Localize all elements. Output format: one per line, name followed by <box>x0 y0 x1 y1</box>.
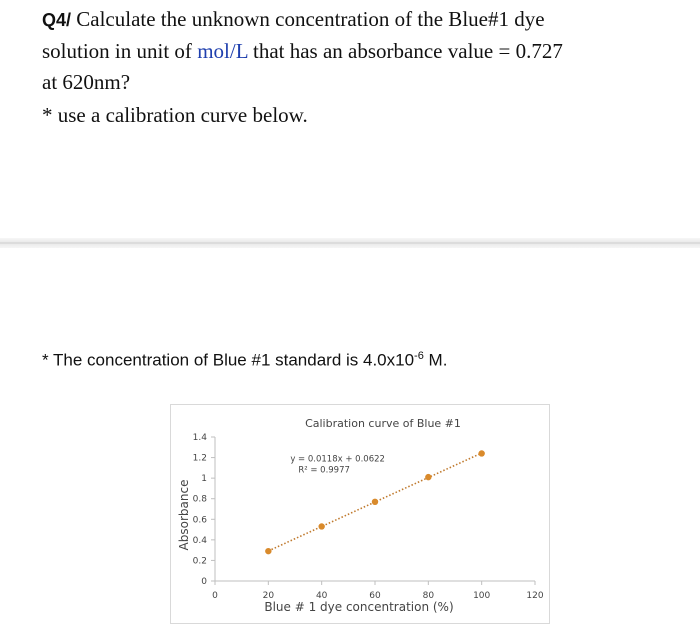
y-tick-label: 1.4 <box>192 433 207 443</box>
question-line-2 <box>42 36 682 67</box>
y-tick-label: 0.4 <box>192 535 207 546</box>
data-point <box>425 474 431 480</box>
x-tick-label: 100 <box>473 591 491 601</box>
question-line-1 <box>42 4 682 36</box>
data-point <box>478 450 484 456</box>
y-tick-label: 0.8 <box>192 494 207 505</box>
x-tick-label: 120 <box>526 591 544 601</box>
x-tick-label: 80 <box>422 591 435 601</box>
chart-svg <box>171 405 549 623</box>
trendline-equation: y = 0.0118x + 0.0622 <box>290 454 385 465</box>
data-point <box>265 548 271 554</box>
standard-note-suffix: M. <box>423 350 448 370</box>
data-point <box>372 499 378 505</box>
y-tick-label: 0.6 <box>192 515 207 526</box>
calibration-hint: * use a calibration curve below. <box>42 103 308 127</box>
question-line-2-end: that has an absorbance value = 0.727 <box>247 39 563 63</box>
y-tick-label: 0 <box>201 577 207 587</box>
r-squared-label: R² = 0.9977 <box>298 465 350 476</box>
x-tick-label: 0 <box>212 591 218 601</box>
calibration-chart <box>170 404 550 624</box>
y-tick-label: 1.2 <box>192 453 207 464</box>
x-axis-label: Blue # 1 dye concentration (%) <box>264 600 454 614</box>
standard-note-text: * The concentration of Blue #1 standard is 4.0x10 <box>42 350 415 370</box>
question-line-3: at 620nm? <box>42 70 131 94</box>
standard-concentration-note <box>42 344 447 373</box>
y-axis-label: Absorbance <box>177 479 191 551</box>
chart-title: Calibration curve of Blue #1 <box>305 417 461 430</box>
question-number: Q4/ <box>42 10 72 30</box>
question-line-2-start: solution in unit of <box>42 39 198 63</box>
unit-text: mol/L <box>197 39 248 63</box>
section-divider <box>0 238 700 248</box>
standard-note-exponent: -6 <box>414 350 424 362</box>
data-point <box>318 523 324 529</box>
x-tick-label: 40 <box>315 591 328 601</box>
question-text <box>42 4 682 98</box>
y-tick-label: 0.2 <box>192 556 207 567</box>
question-line-1-text: Calculate the unknown concentration of the Blue#1 dye <box>71 7 545 31</box>
y-tick-label: 1 <box>201 474 207 485</box>
x-tick-label: 60 <box>369 591 381 601</box>
x-tick-label: 20 <box>262 591 275 601</box>
